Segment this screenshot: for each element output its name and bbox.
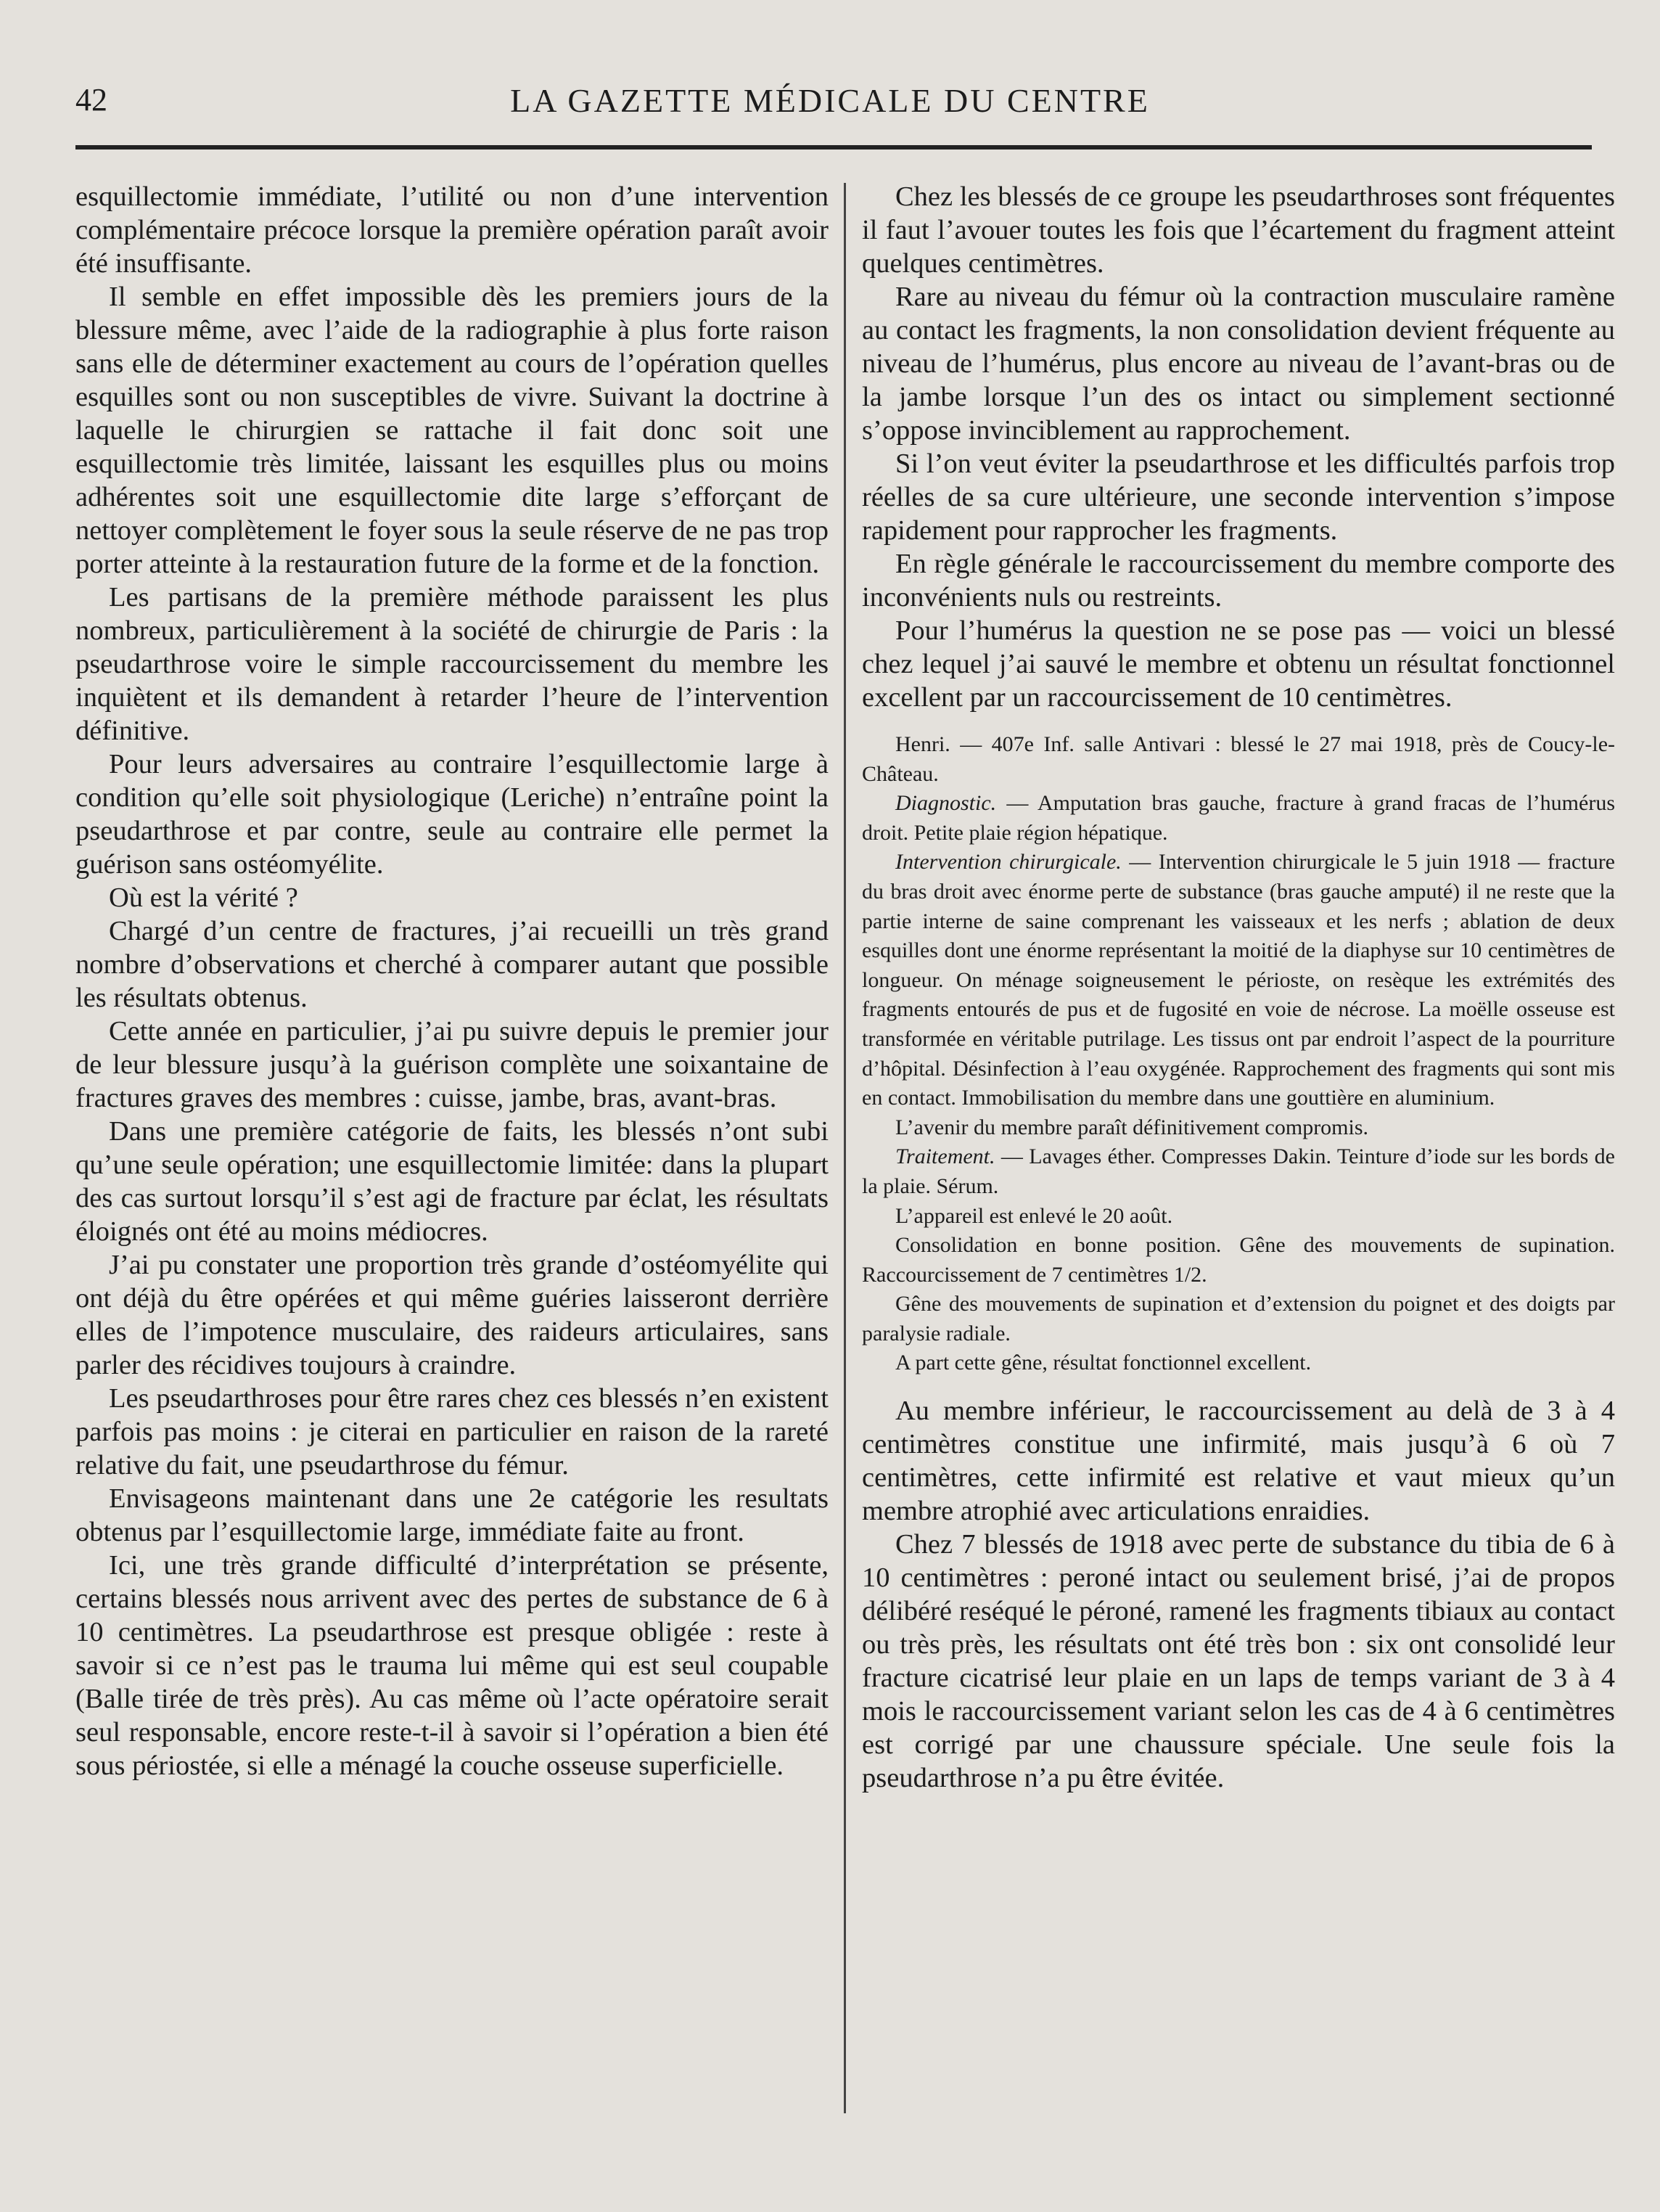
paragraph: Envisageons maintenant dans une 2e catégorie les resultats obtenus par l’esquillectomie large, immédiate faite au front. — [75, 1483, 829, 1547]
paragraph: Chez les blessés de ce groupe les pseudarthroses sont fréquentes il faut l’avouer toutes les fois que l’écartement du fragment atteint quelques centimètres. — [862, 181, 1615, 279]
case-note: Consolidation en bonne position. Gêne des mouvements de supination. Raccourcissement de 7 centimètres 1/2. — [862, 1233, 1615, 1287]
case-intervention-text: — Intervention chirurgicale le 5 juin 1918 — fracture du bras droit avec énorme perte de substance (bras gauche amputé) il ne reste que la partie interne de saine comprenant les vaisseaux et les nerfs ; ablation de deux esquilles dont une énorme représentant la moitié de la diaphyse sur 10 centimètres de longueur. On ménage soigneusement le périoste, on resèque les extrémités des fragments entourés de pus et de fugosité en voie de nécrose. La moëlle osseuse est transformée en véritable putrilage. Les tissus ont par endroit l’aspect de la pourriture d’hôpital. Désinfection à l’eau oxygénée. Rapprochement des fragments qui sont mis en contact. Immobilisation du membre dans une gouttière en aluminium. — [862, 850, 1615, 1110]
paragraph: Chez 7 blessés de 1918 avec perte de substance du tibia de 6 à 10 centimètres : peroné intact ou seulement brisé, j’ai de propos délibéré reséqué le péroné, ramené les fragments tibiaux au contact ou très près, les résultats ont été très bon : six ont consolidé leur fracture cicatrisé leur plaie en un laps de temps variant de 3 à 4 mois le raccourcissement variant selon les cas de 4 à 6 centimètres est corrigé par une chaussure spéciale. Une seule fois la pseudarthrose n’a pu être évitée. — [862, 1529, 1615, 1794]
paragraph: Les partisans de la première méthode paraissent les plus nombreux, particulièrement à la société de chirurgie de Paris : la pseudarthrose voire le simple raccourcissement du membre les inquiètent et ils demandent à retarder l’heure de l’intervention définitive. — [75, 582, 829, 746]
case-diagnostic-text: — Amputation bras gauche, fracture à grand fracas de l’humérus droit. Petite plaie région hépatique. — [862, 791, 1615, 845]
page-number: 42 — [75, 82, 107, 118]
case-intro: Henri. — 407e Inf. salle Antivari : blessé le 27 mai 1918, près de Coucy-le-Château. — [862, 732, 1615, 786]
case-treatment — [862, 1142, 1615, 1201]
paragraph: Il semble en effet impossible dès les premiers jours de la blessure même, avec l’aide de la radiographie à plus forte raison sans elle de déterminer exactement au cours de l’opération quelles esquilles sont ou non susceptibles de vivre. Suivant la doctrine à laquelle le chirurgien se rattache il fait donc soit une esquillectomie très limitée, laissant les esquilles plus ou moins adhérentes soit une esquillectomie dite large s’efforçant de nettoyer complètement le foyer sous la seule réserve de ne pas trop porter atteinte à la restauration future de la forme et de la fonction. — [75, 282, 829, 579]
case-diagnostic-label: Diagnostic. — [895, 791, 997, 816]
paragraph: Où est la vérité ? — [109, 882, 298, 913]
paragraph: Dans une première catégorie de faits, les blessés n’ont subi qu’une seule opération; une esquillectomie limitée: dans la plupart des cas surtout lorsqu’il s’est agi de fracture par éclat, les résultats éloignés ont été au moins médiocres. — [75, 1116, 829, 1247]
running-title: LA GAZETTE MÉDICALE DU CENTRE — [510, 82, 1150, 119]
case-note: Gêne des mouvements de supination et d’extension du poignet et des doigts par paralysie radiale. — [862, 1292, 1615, 1345]
case-note: A part cette gêne, résultat fonctionnel excellent. — [895, 1351, 1312, 1375]
paragraph: esquillectomie immédiate, l’utilité ou non d’une intervention complémentaire précoce lorsque la première opération paraît avoir été insuffisante. — [75, 181, 829, 279]
paragraph: Les pseudarthroses pour être rares chez ces blessés n’en existent parfois pas moins : je citerai en particulier en raison de la rareté relative du fait, une pseudarthrose du fémur. — [75, 1383, 829, 1480]
paragraph: J’ai pu constater une proportion très grande d’ostéomyélite qui ont déjà du être opérées et qui même guéries laisseront derrière elles de l’impotence musculaire, des raideurs articulaires, sans parler des récidives toujours à craindre. — [75, 1250, 829, 1380]
paragraph: Rare au niveau du fémur où la contraction musculaire ramène au contact les fragments, la non consolidation devient fréquente au niveau de l’humérus, plus encore au niveau de l’avant-bras ou de la jambe lorsque l’un des os intact ou simplement sectionné s’oppose invinciblement au rapprochement. — [862, 282, 1615, 446]
case-report — [862, 730, 1615, 1378]
paragraph: Pour leurs adversaires au contraire l’esquillectomie large à condition qu’elle soit physiologique (Leriche) n’entraîne point la pseudarthrose et par contre, seule au contraire elle permet la guérison sans ostéomyélite. — [75, 749, 829, 880]
paragraph: Pour l’humérus la question ne se pose pas — voici un blessé chez lequel j’ai sauvé le membre et obtenu un résultat fonctionnel excellent par un raccourcissement de 10 centimètres. — [862, 615, 1615, 713]
case-note: L’appareil est enlevé le 20 août. — [895, 1203, 1173, 1228]
paragraph: Au membre inférieur, le raccourcissement au delà de 3 à 4 centimètres constitue une infirmité, mais jusqu’à 6 où 7 centimètres, cette infirmité est relative et vaut mieux qu’un membre atrophié avec articulations enraidies. — [862, 1396, 1615, 1527]
paragraph: Cette année en particulier, j’ai pu suivre depuis le premier jour de leur blessure jusqu’à la guérison complète une soixantaine de fractures graves des membres : cuisse, jambe, bras, avant-bras. — [75, 1016, 829, 1113]
paragraph: Si l’on veut éviter la pseudarthrose et les difficultés parfois trop réelles de sa cure ultérieure, une seconde intervention s’impose rapidement pour rapprocher les fragments. — [862, 448, 1615, 546]
case-intervention — [862, 848, 1615, 1113]
paragraph: En règle générale le raccourcissement du membre comporte des inconvénients nuls ou restreints. — [862, 549, 1615, 613]
paragraph: Ici, une très grande difficulté d’interprétation se présente, certains blessés nous arrivent avec des pertes de substance de 6 à 10 centimètres. La pseudarthrose est presque obligée : reste à savoir si ce n’est pas le trauma lui même qui est seul coupable (Balle tirée de très près). Au cas même où l’acte opératoire serait seul responsable, encore reste-t-il à savoir si l’opération a bien été sous périostée, si elle a ménagé la couche osseuse superficielle. — [75, 1550, 829, 1781]
case-diagnostic — [862, 789, 1615, 848]
case-prognosis: L’avenir du membre paraît définitivement compromis. — [895, 1115, 1369, 1139]
column-divider — [844, 183, 846, 2113]
right-column — [862, 180, 1615, 2168]
paragraph: Chargé d’un centre de fractures, j’ai recueilli un très grand nombre d’observations et cherché à comparer autant que possible les résultats obtenus. — [75, 916, 829, 1013]
case-intervention-label: Intervention chirurgicale. — [895, 850, 1122, 874]
left-column — [75, 180, 829, 2168]
case-treatment-label: Traitement. — [895, 1144, 995, 1169]
case-treatment-text: — Lavages éther. Compresses Dakin. Teinture d’iode sur les bords de la plaie. Sérum. — [862, 1144, 1615, 1198]
header-rule — [75, 145, 1592, 149]
